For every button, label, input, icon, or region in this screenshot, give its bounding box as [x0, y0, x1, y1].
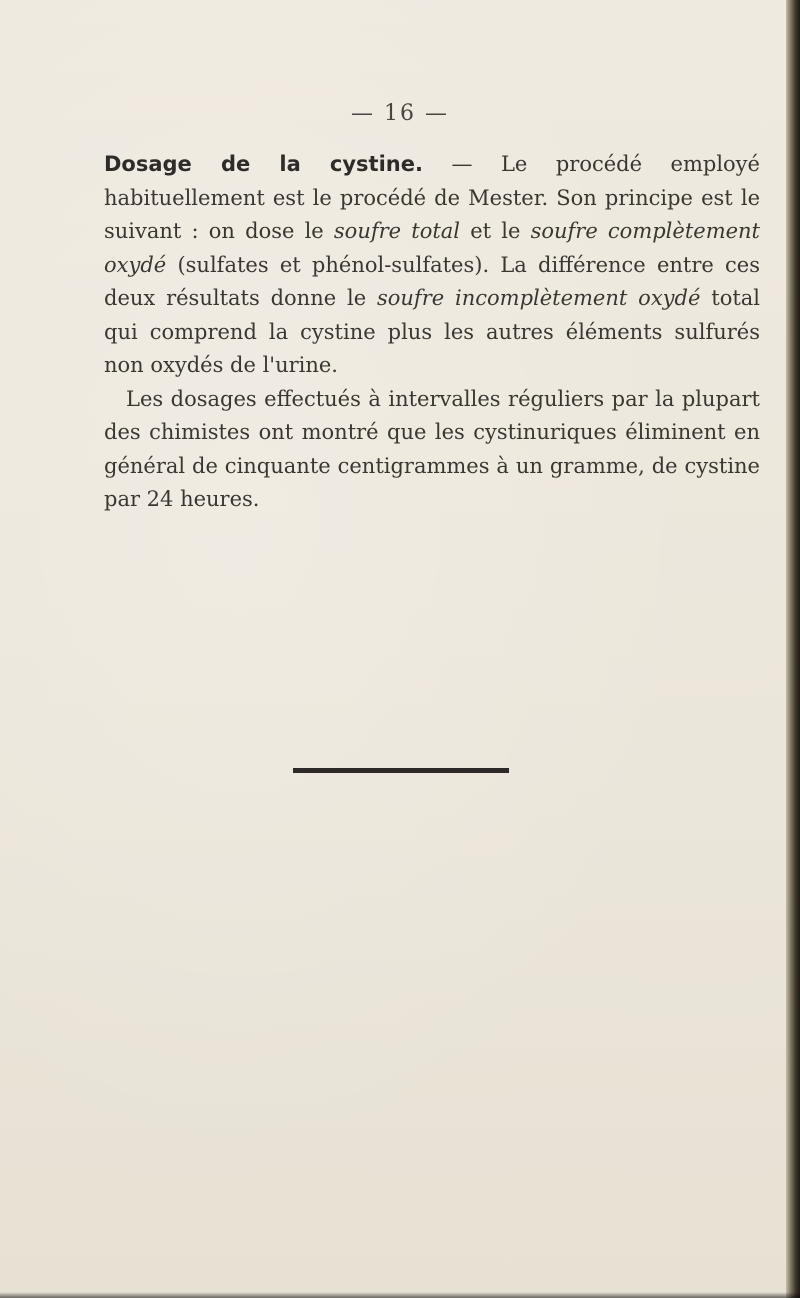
section-heading: Dosage de la cystine.: [104, 152, 423, 176]
italic-term: soufre complètement oxydé: [104, 219, 760, 277]
italic-term: soufre total: [333, 219, 461, 243]
paragraph-cystine-method: [104, 148, 760, 383]
section-divider-rule: [293, 768, 509, 773]
page-bottom-edge: [0, 1292, 800, 1298]
paragraph-text: total qui comprend la cystine plus les autres éléments sulfurés non oxydés de l'urine.: [104, 286, 761, 377]
italic-term: soufre incomplètement oxydé: [376, 286, 701, 310]
paragraph-text: — Le procédé employé habituellement est le procédé de Mester. Son principe est le suivant : on dose le: [104, 152, 760, 243]
page-number: — 16 —: [351, 101, 449, 126]
page-binding-edge: [786, 0, 800, 1298]
body-text: [104, 148, 760, 517]
paragraph-text: et le: [460, 219, 531, 243]
paragraph-dosage-results: Les dosages effectués à intervalles réguliers par la plupart des chimistes ont montré que les cystinuriques éliminent en général de cinquante centigrammes à un gramme, de cystine par 24 heures.: [104, 386, 760, 511]
paragraph-text: (sulfates et phénol-sulfates). La différence entre ces deux résultats donne le: [104, 252, 760, 310]
